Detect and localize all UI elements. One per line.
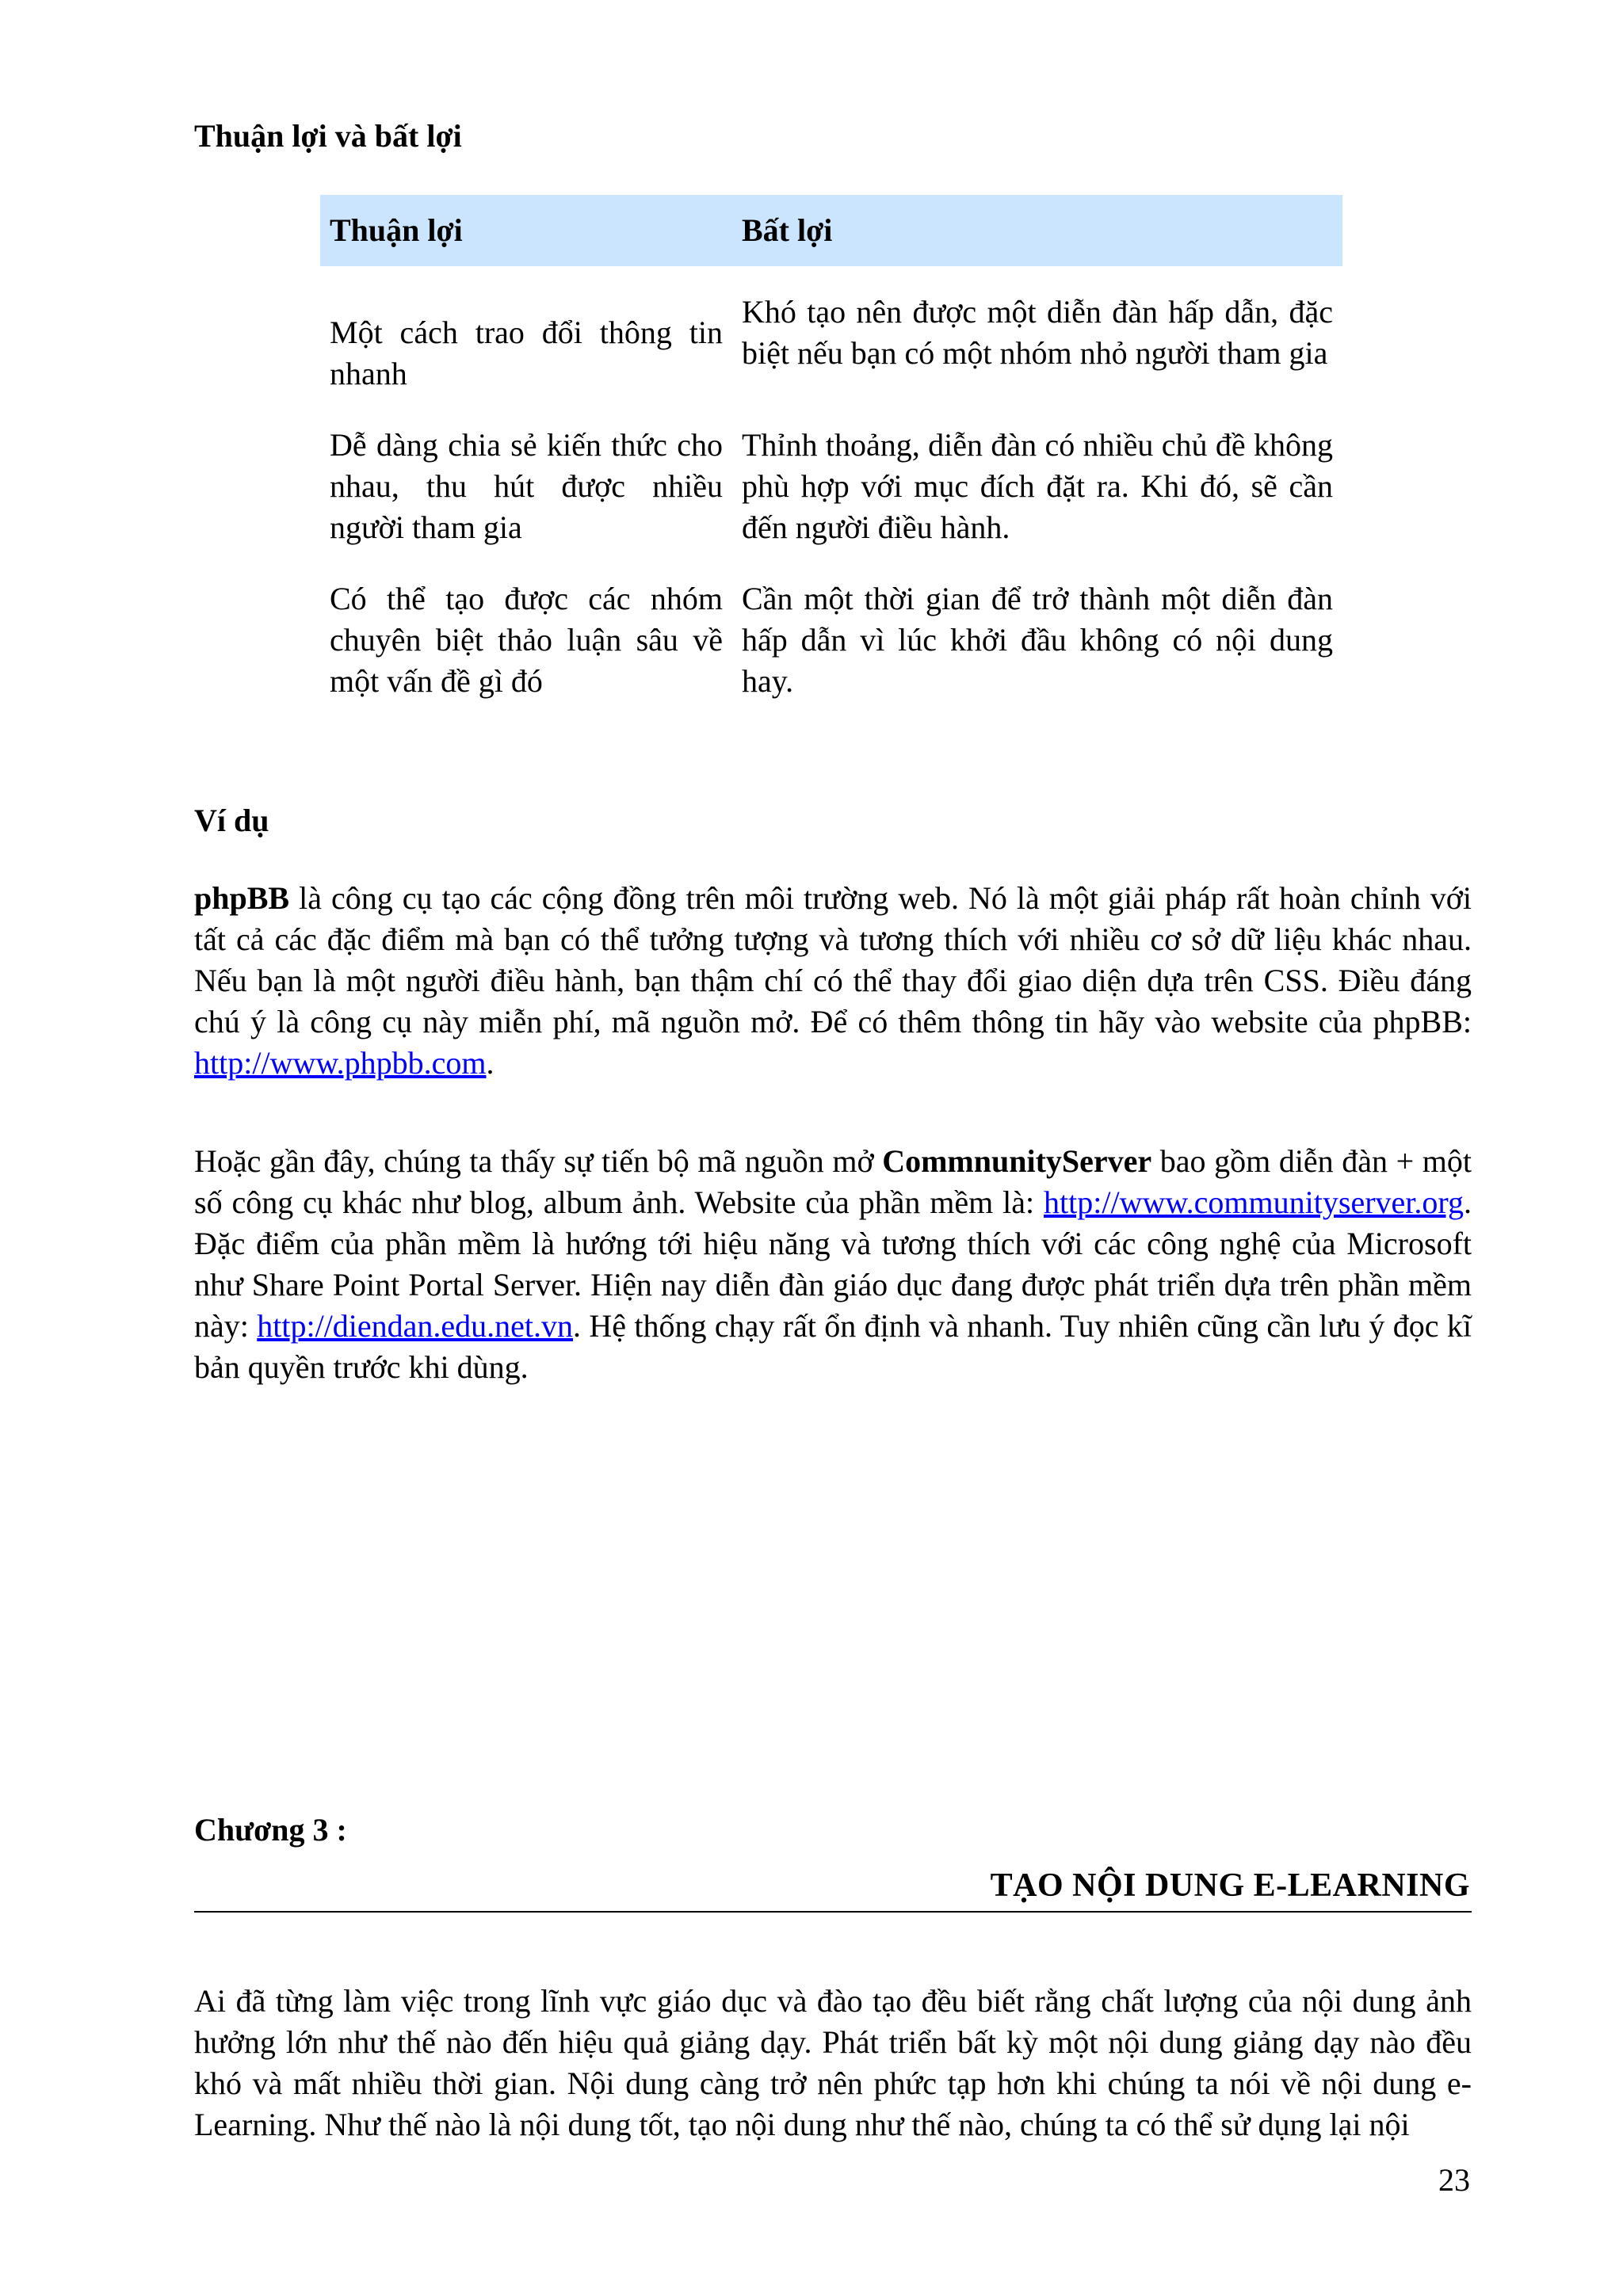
pro-cell: Một cách trao đổi thông tin nhanh [330, 315, 723, 391]
table-row [320, 548, 1342, 702]
intro-paragraph: Ai đã từng làm việc trong lĩnh vực giáo dục và đào tạo đều biết rằng chất lượng của nội dung ảnh hưởng lớn như thế nào đến hiệu quả giảng dạy. Phát triển bất kỳ một nội dung giảng dạy nào đều khó và mất nhiều thời gian. Nội dung càng trở nên phức tạp hơn khi chúng ta nói về nội dung e-Learning. Như thế nào là nội dung tốt, tạo nội dung như thế nào, chúng ta có thể sử dụng lại nội [194, 1983, 1472, 2142]
con-cell: Khó tạo nên được một diễn đàn hấp dẫn, đặc biệt nếu bạn có một nhóm nhỏ người tham gia [742, 294, 1333, 371]
pro-cell: Dễ dàng chia sẻ kiến thức cho nhau, thu hút được nhiều người tham gia [330, 427, 723, 545]
table-row [320, 266, 1342, 395]
header-cons: Bất lợi [732, 195, 1342, 266]
phpbb-name: phpBB [194, 880, 290, 916]
communityserver-link[interactable]: http://www.communityserver.org [1044, 1184, 1464, 1220]
page-number: 23 [1438, 2162, 1470, 2198]
chapter-divider [194, 1911, 1472, 1913]
chapter-title: TẠO NỘI DUNG E-LEARNING [990, 1867, 1470, 1904]
phpbb-paragraph [194, 878, 1472, 1084]
table-header-row [320, 195, 1342, 266]
community-text-2: bao gồm diễn đàn + một số công cụ khác như blog, album ảnh. Website của phần mềm là: [194, 1143, 1472, 1220]
example-title: Ví dụ [194, 803, 269, 838]
phpbb-link[interactable]: http://www.phpbb.com [194, 1045, 487, 1081]
con-cell: Cần một thời gian để trở thành một diễn đàn hấp dẫn vì lúc khởi đầu không có nội dung hay. [742, 581, 1333, 699]
phpbb-end: . [486, 1045, 495, 1081]
pros-cons-table [320, 195, 1342, 702]
community-text-3: . Đặc điểm của phần mềm là hướng tới hiệu năng và tương thích với các công nghệ của Microsoft như Share Point Portal Server. Hiện nay diễn đàn giáo dục đang được phát triển dựa trên phần mềm này: [194, 1184, 1472, 1344]
pro-cell: Có thể tạo được các nhóm chuyên biệt thảo luận sâu về một vấn đề gì đó [330, 581, 723, 699]
communityserver-paragraph [194, 1141, 1472, 1388]
phpbb-text: là công cụ tạo các cộng đồng trên môi trường web. Nó là một giải pháp rất hoàn chỉnh với tất cả các đặc điểm mà bạn có thể tưởng tượng và tương thích với nhiều cơ sở dữ liệu khác nhau. Nếu bạn là một người điều hành, bạn thậm chí có thể thay đổi giao diện dựa trên CSS. Điều đáng chú ý là công cụ này miễn phí, mã nguồn mở. Để có thêm thông tin hãy vào website của phpBB: [194, 880, 1472, 1039]
communityserver-name: CommnunityServer [882, 1143, 1152, 1179]
con-cell: Thỉnh thoảng, diễn đàn có nhiều chủ đề không phù hợp với mục đích đặt ra. Khi đó, sẽ cần đến người điều hành. [742, 427, 1333, 545]
community-text-1: Hoặc gần đây, chúng ta thấy sự tiến bộ mã nguồn mở [194, 1143, 883, 1179]
table-row [320, 395, 1342, 548]
chapter-label: Chương 3 : [194, 1812, 347, 1848]
section-title: Thuận lợi và bất lợi [194, 118, 462, 154]
header-pros: Thuận lợi [320, 195, 732, 266]
community-text-4: . Hệ thống chạy rất ổn định và nhanh. Tuy nhiên cũng cần lưu ý đọc kĩ bản quyền trước khi dùng. [194, 1308, 1472, 1385]
diendan-link[interactable]: http://diendan.edu.net.vn [257, 1308, 574, 1344]
